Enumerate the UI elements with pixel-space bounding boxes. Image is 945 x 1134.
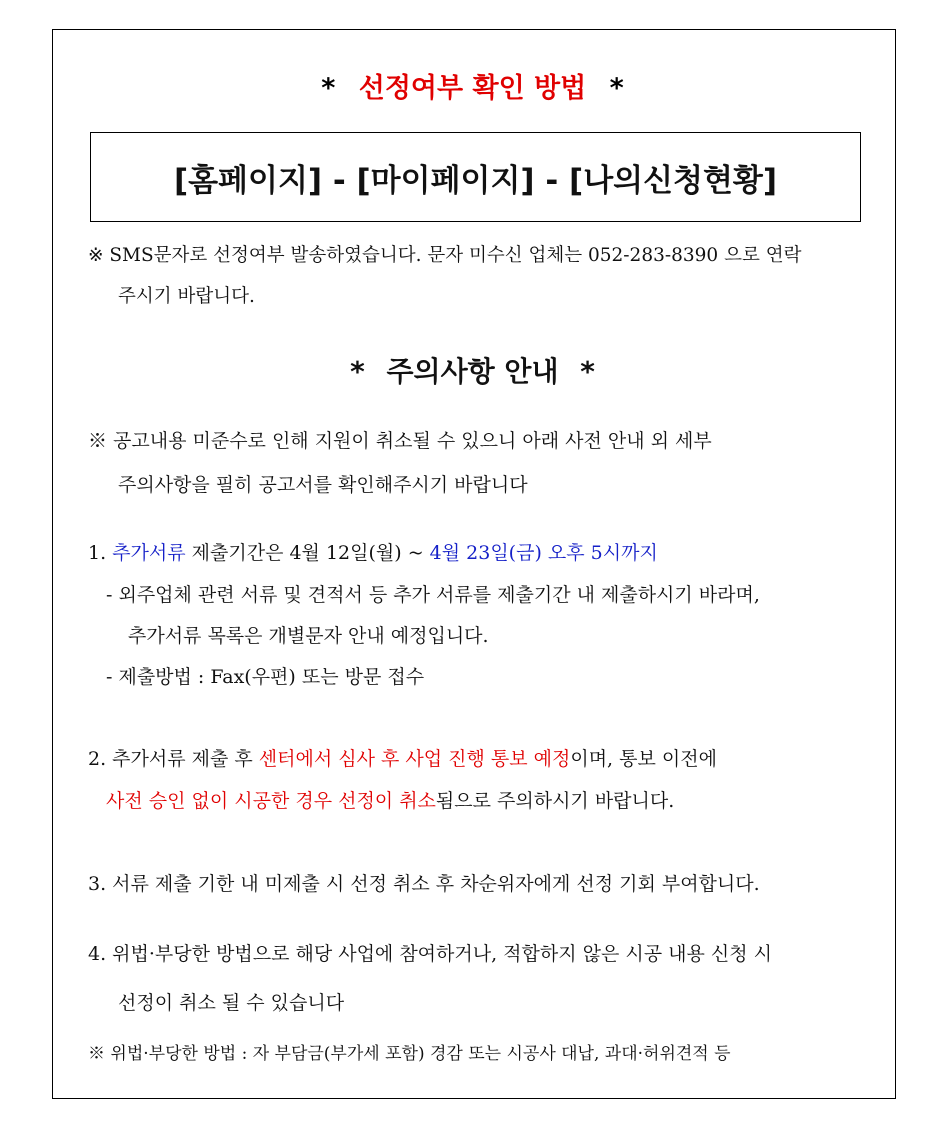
item4-line1: 4. 위법·부당한 방법으로 해당 사업에 참여하거나, 적합하지 않은 시공 내용 신청 시 <box>88 943 772 965</box>
item1-highlight: 추가서류 <box>112 542 186 564</box>
title-star-left: * <box>321 73 336 104</box>
item3: 3. 서류 제출 기한 내 미제출 시 선정 취소 후 차순위자에게 선정 기회 부여합니다. <box>88 873 760 895</box>
caution-star-left: * <box>350 355 365 388</box>
item2-line2 <box>106 786 674 813</box>
item1-sub1-line1: - 외주업체 관련 서류 및 견적서 등 추가 서류를 제출기간 내 제출하시기 바라며, <box>106 584 760 606</box>
item2-prefix: 2. 추가서류 제출 후 <box>88 748 253 770</box>
menu-path-box <box>90 132 861 222</box>
item1-sub1-line2: 추가서류 목록은 개별문자 안내 예정입니다. <box>128 625 489 647</box>
page-title <box>0 66 945 105</box>
sms-note-line1: ※ SMS문자로 선정여부 발송하였습니다. 문자 미수신 업체는 052-283-8390 으로 연락 <box>88 245 802 266</box>
item2-suffix: 됨으로 주의하시기 바랍니다. <box>435 790 675 812</box>
item2-red2: 사전 승인 없이 시공한 경우 선정이 취소 <box>106 790 436 812</box>
title-text: 선정여부 확인 방법 <box>358 73 587 104</box>
sms-note-line2: 주시기 바랍니다. <box>118 286 255 307</box>
menu-path-text: [홈페이지] - [마이페이지] - [나의신청현황] <box>173 162 778 199</box>
caution-intro-line1: ※ 공고내용 미준수로 인해 지원이 취소될 수 있으니 아래 사전 안내 외 세부 <box>88 430 712 452</box>
item4-line2: 선정이 취소 될 수 있습니다 <box>118 992 345 1014</box>
item1-heading <box>88 538 658 565</box>
item1-text-mid: 제출기간은 4월 12일(월) ~ <box>191 542 424 564</box>
item1-sub2: - 제출방법 : Fax(우편) 또는 방문 접수 <box>106 666 425 688</box>
item2-line1 <box>88 744 717 771</box>
title-star-right: * <box>609 73 624 104</box>
item2-mid: 이며, 통보 이전에 <box>570 748 717 770</box>
caution-title <box>0 350 945 390</box>
caution-title-text: 주의사항 안내 <box>386 355 559 388</box>
item1-deadline: 4월 23일(금) 오후 5시까지 <box>429 542 658 564</box>
caution-intro-line2: 주의사항을 필히 공고서를 확인해주시기 바랍니다 <box>118 474 528 496</box>
item1-number: 1. <box>88 542 107 564</box>
item2-red1: 센터에서 심사 후 사업 진행 통보 예정 <box>258 748 571 770</box>
caution-star-right: * <box>580 355 595 388</box>
footnote: ※ 위법·부당한 방법 : 자 부담금(부가세 포함) 경감 또는 시공사 대납, 과대·허위견적 등 <box>88 1044 731 1064</box>
